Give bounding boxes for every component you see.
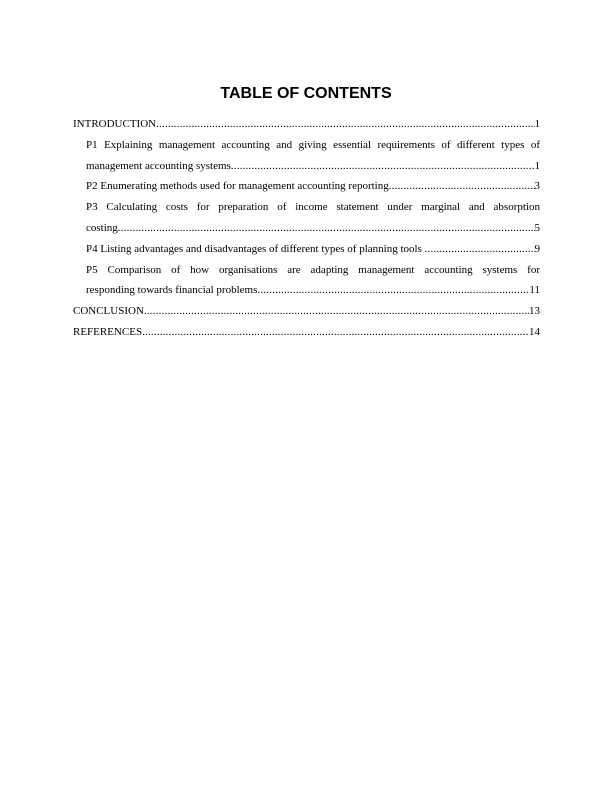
toc-entry-label: responding towards financial problems <box>86 284 258 297</box>
toc-entry-p2[interactable] <box>73 176 540 197</box>
dot-leader <box>156 114 534 135</box>
dot-leader <box>389 176 535 197</box>
toc-entry-introduction[interactable] <box>73 114 540 135</box>
toc-page-number: 1 <box>534 118 540 130</box>
toc-title: TABLE OF CONTENTS <box>220 85 392 102</box>
dot-leader <box>257 280 529 301</box>
toc-entry-label: costing <box>86 221 118 234</box>
toc-entry-label: INTRODUCTION <box>73 118 157 130</box>
toc-entry-label: REFERENCES <box>73 325 143 338</box>
dot-leader <box>142 322 529 343</box>
toc-page-number: 1 <box>534 159 540 172</box>
dot-leader <box>144 301 529 322</box>
toc-entry-conclusion[interactable] <box>73 301 540 322</box>
toc-entry-p1[interactable] <box>73 135 540 177</box>
toc-entry-label: management accounting systems <box>86 159 231 172</box>
toc-entry-p3[interactable] <box>73 197 540 239</box>
toc-entry-label: CONCLUSION <box>73 305 144 318</box>
toc-page-number: 5 <box>534 221 540 234</box>
dot-leader <box>425 239 535 260</box>
table-of-contents <box>73 114 540 343</box>
toc-entry-label: P2 Enumerating methods used for management accounting reporting <box>86 180 389 193</box>
toc-page-number: 14 <box>529 325 540 338</box>
toc-entry-label-line1: P1 Explaining management accounting and giving essential requirements of different types of <box>86 138 540 151</box>
toc-page-number: 13 <box>529 305 540 318</box>
dot-leader <box>231 156 535 177</box>
toc-entry-p4[interactable] <box>73 239 540 260</box>
toc-entry-label-line1: P5 Comparison of how organisations are adapting management accounting systems for <box>86 263 540 276</box>
toc-entry-p5[interactable] <box>73 260 540 302</box>
toc-entry-references[interactable] <box>73 322 540 343</box>
toc-page-number: 11 <box>529 284 540 297</box>
toc-page-number: 3 <box>534 180 540 193</box>
dot-leader <box>118 218 535 239</box>
toc-page-number: 9 <box>534 242 540 255</box>
toc-entry-label: P4 Listing advantages and disadvantages of different types of planning tools <box>86 242 425 255</box>
toc-entry-label-line1: P3 Calculating costs for preparation of income statement under marginal and absorption <box>86 201 540 214</box>
